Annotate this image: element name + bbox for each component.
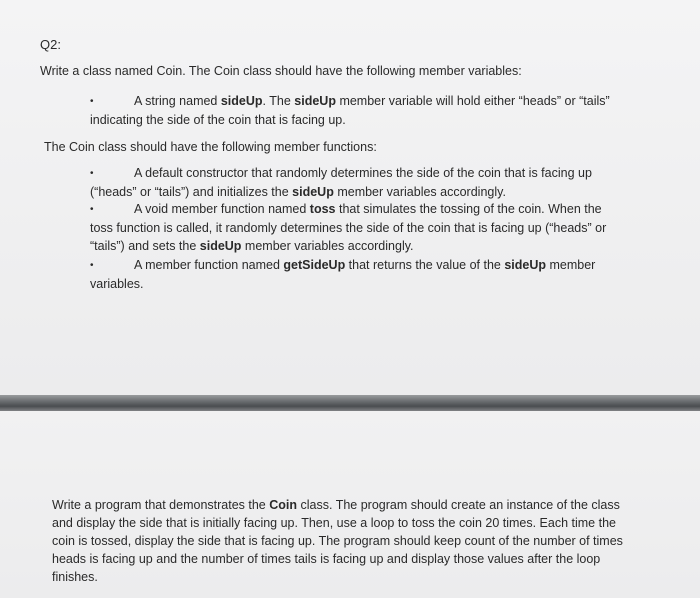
bullet-icon: • xyxy=(90,168,94,179)
question-label: Q2: xyxy=(40,37,61,52)
member-function-item: • A void member function named toss that simulates the tossing of the coin. When the toss function is called, it randomly determines the side of the coin that is facing up (“heads” or “tails”) and sets the sideUp member variables accordingly. xyxy=(90,202,607,253)
bullet-icon: • xyxy=(90,96,94,107)
page-divider xyxy=(0,395,700,411)
intro-text: Write a class named Coin. The Coin class should have the following member variables: xyxy=(40,64,522,78)
functions-intro-text: The Coin class should have the following member functions: xyxy=(44,140,377,154)
member-variable-item: • A string named sideUp. The sideUp member variable will hold either “heads” or “tails” indicating the side of the coin that is facing up. xyxy=(90,94,610,127)
bullet-icon: • xyxy=(90,204,94,215)
member-function-item: • A default constructor that randomly determines the side of the coin that is facing up (“heads” or “tails”) and initializes the sideUp member variables accordingly. xyxy=(90,166,592,199)
bullet-icon: • xyxy=(90,260,94,271)
member-function-item: • A member function named getSideUp that returns the value of the sideUp member variables. xyxy=(90,258,596,291)
program-instructions: Write a program that demonstrates the Coin class. The program should create an instance of the class and display the side that is initially facing up. Then, use a loop to toss the coin 20 times. Each time the coin is tossed, display the side that is facing up. The program should keep count of the number of times heads is facing up and the number of times tails is facing up and display those values after the loop finishes. xyxy=(52,498,623,584)
